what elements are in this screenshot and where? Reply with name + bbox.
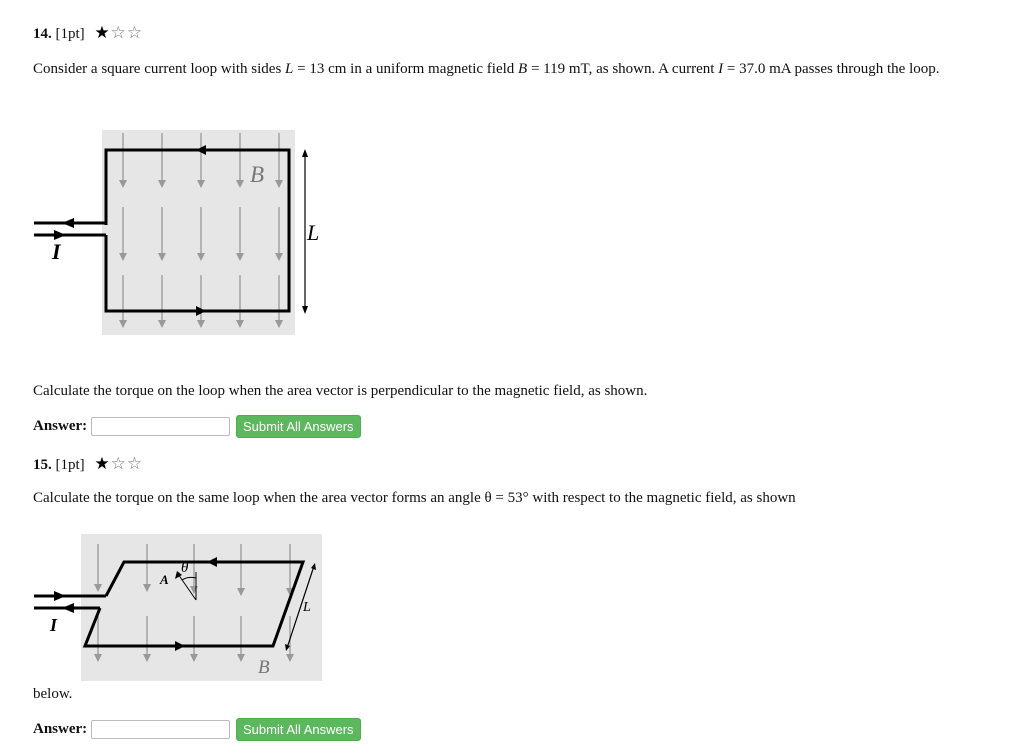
question-14-text: Calculate the torque on the loop when the area vector is perpendicular to the magnetic field, as shown. [33,383,648,399]
arrow-right-icon [54,591,66,601]
label-B: B [250,162,265,187]
variable-L: L [285,61,294,77]
answer-input-15[interactable] [91,720,230,739]
question-15-header [33,454,143,474]
star-empty-icon: ☆ [126,23,144,42]
answer-label: Answer: [33,721,88,737]
star-empty-icon: ☆ [110,454,127,473]
star-empty-icon: ☆ [126,454,144,473]
variable-B: B [518,61,528,77]
question-14-header [33,23,143,43]
question-points: [1pt] [55,26,85,42]
star-filled-icon: ★ [94,454,111,473]
arrow-down-icon [302,306,308,314]
question-15-text: Calculate the torque on the same loop when the area vector forms an angle θ = 53° with respect to the magnetic field, as shown [33,490,796,506]
label-B: B [258,657,270,678]
label-I: I [50,615,58,635]
arrow-left-icon [62,218,74,228]
question-14-prompt [33,61,940,78]
difficulty-stars [94,23,143,42]
answer-label: Answer: [33,418,88,434]
label-theta: θ [181,560,189,576]
square-loop-figure [30,125,330,340]
submit-all-answers-button[interactable]: Submit All Answers [236,718,361,741]
label-A: A [160,572,169,587]
prompt-text: = 13 cm in a uniform magnetic field [293,61,519,77]
label-L: L [307,220,320,245]
variable-I: I [718,61,724,77]
answer-input-14[interactable] [91,417,230,436]
star-empty-icon: ☆ [110,23,127,42]
label-L: L [303,600,311,615]
prompt-text: = 37.0 mA passes through the loop. [723,61,940,77]
arrow-up-icon [302,149,308,157]
star-filled-icon: ★ [94,23,111,42]
prompt-text: Consider a square current loop with sides [33,61,286,77]
field-region [102,130,295,335]
label-I: I [52,239,61,264]
tilted-loop-figure [30,530,330,685]
arrow-left-icon [62,603,74,613]
question-points: [1pt] [55,457,85,473]
question-number: 14. [33,26,52,42]
question-number: 15. [33,457,52,473]
difficulty-stars [94,454,143,473]
submit-all-answers-button[interactable]: Submit All Answers [236,415,361,438]
prompt-text: = 119 mT, as shown. A current [527,61,719,77]
after-figure-text: below. [33,686,73,702]
